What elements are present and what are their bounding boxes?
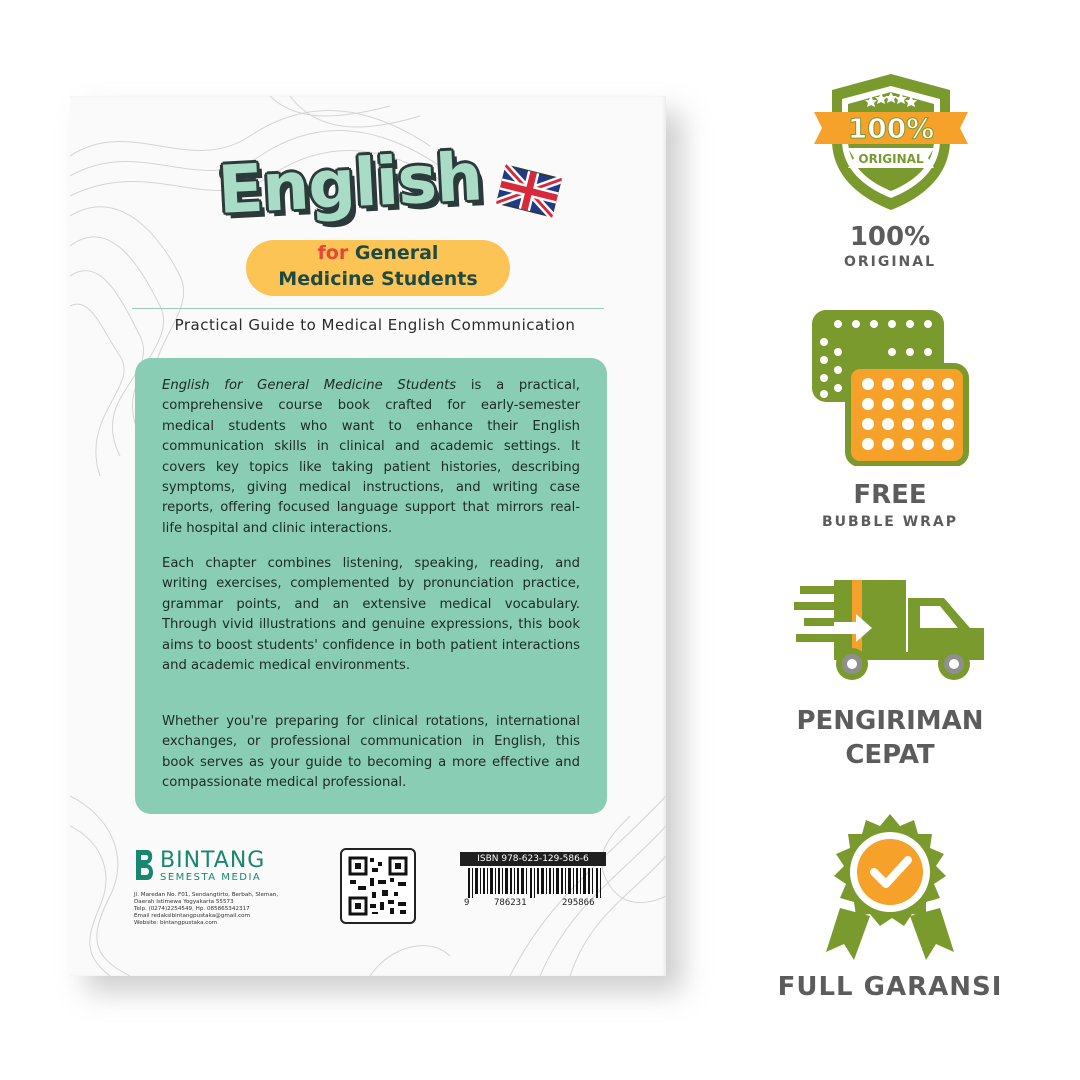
- address-line: Website: bintangpustaka.com: [134, 920, 218, 926]
- book-title-english: English: [216, 138, 484, 229]
- badge-percent-text: 100%: [847, 112, 935, 145]
- isbn-label: ISBN 978-623-129-586-6: [460, 852, 606, 866]
- address-line: Email redaksibintangpustaka@gmail.com: [134, 913, 251, 919]
- book-tagline: Practical Guide to Medical English Communication: [174, 316, 576, 334]
- address-line: Telp. (0274)2254549, Hp. 085865342317: [134, 906, 250, 912]
- qr-code-icon: [340, 848, 416, 924]
- publisher-subtitle: SEMESTA MEDIA: [160, 872, 262, 883]
- description-paragraph-3: Whether you're preparing for clinical rotations, international exchanges, or professional communication in English, this book serves as your guide to becoming a more effective and compassionate medical professional.: [162, 714, 580, 791]
- publisher-logo-icon: [134, 848, 156, 882]
- book-title-italic: English for General Medicine Students: [162, 378, 457, 393]
- divider: [132, 308, 604, 309]
- feature-guarantee-title: FULL GARANSI: [777, 972, 1003, 1002]
- subtitle-line-1: [246, 242, 510, 264]
- subtitle-general: General: [348, 242, 439, 264]
- subtitle-line-2: Medicine Students: [278, 268, 478, 290]
- badge-ribbon-text: ORIGINAL: [858, 152, 924, 166]
- address-line: Daerah Istimewa Yogyakarta 55573: [134, 899, 234, 905]
- barcode-group-2: 295866: [562, 898, 595, 908]
- description-panel: [135, 358, 607, 814]
- paragraph-1-text: is a practical, comprehensive course book crafted for early-semester medical students who want to enhance their English communication skills in clinical and academic settings. It covers key topics like taking patient histories, describing symptoms, giving medical instructions, and writing case reports, offering focused language support that mirrors real-life hospital and clinic interactions.: [162, 378, 580, 536]
- feature-shipping-title: PENGIRIMAN CEPAT: [796, 706, 984, 770]
- subtitle-for: for: [317, 242, 349, 264]
- shield-badge-icon: [812, 72, 970, 212]
- feature-bubble-wrap-title: FREE: [853, 480, 927, 510]
- publisher-address: [134, 892, 334, 927]
- barcode-group-1: 786231: [494, 898, 527, 908]
- delivery-truck-icon: [794, 578, 990, 690]
- guarantee-seal-icon: [812, 812, 968, 962]
- address-line: Jl. Maredan No. F01, Sendangtirto, Berbah, Sleman,: [134, 892, 279, 898]
- barcode-digit: 9: [464, 898, 470, 908]
- feature-original-subtitle: ORIGINAL: [843, 254, 937, 270]
- feature-original-title: 100%: [849, 222, 931, 252]
- book-back-cover: [70, 96, 666, 976]
- feature-bubble-wrap-subtitle: BUBBLE WRAP: [821, 514, 959, 530]
- description-paragraph-1: [162, 376, 580, 539]
- barcode-icon: [468, 868, 602, 898]
- publisher-name: BINTANG: [160, 848, 266, 873]
- bubble-wrap-icon: [808, 304, 970, 466]
- description-paragraph-2: Each chapter combines listening, speaking, reading, and writing exercises, complemented by pronunciation practice, grammar points, and an extensive medical vocabulary. Through vivid illustrations and genuine expressions, this book aims to boost students' confidence in both patient interactions and academic medical environments.: [162, 556, 580, 674]
